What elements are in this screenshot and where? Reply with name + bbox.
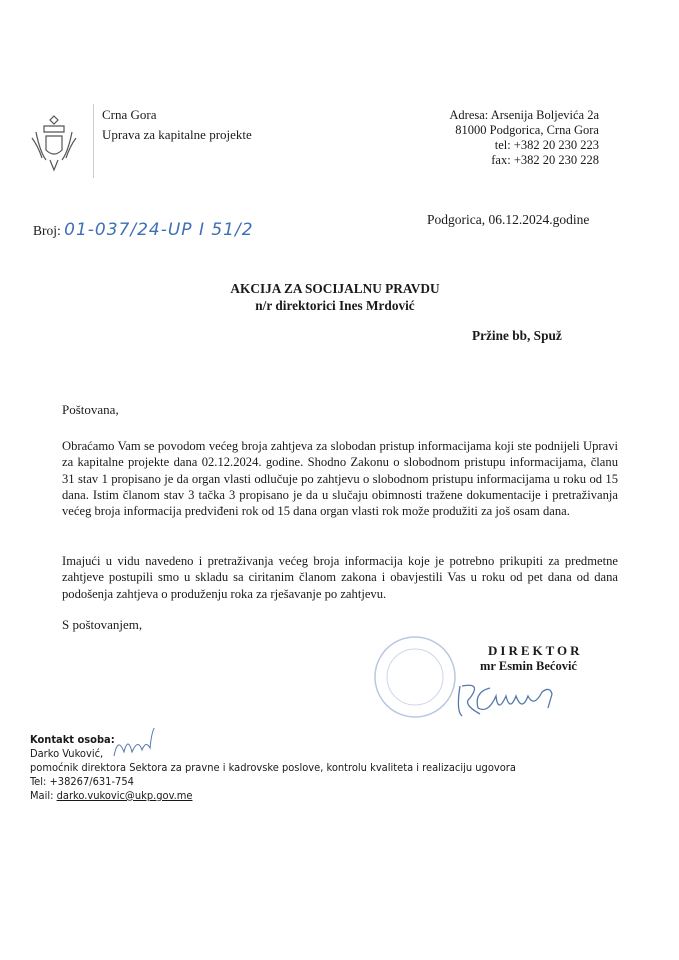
contact-mail <box>30 789 192 803</box>
address-line: 81000 Podgorica, Crna Gora <box>455 123 599 137</box>
contact-label: Kontakt osoba: <box>30 733 115 746</box>
coat-of-arms-logo <box>30 112 78 174</box>
closing: S poštovanjem, <box>62 617 143 632</box>
header-address <box>449 108 599 168</box>
contact-name: Darko Vuković, <box>30 747 104 760</box>
contact-position: pomoćnik direktora Sektora za pravne i kadrovske poslove, kontrolu kvaliteta i realizaciju ugovora <box>30 761 516 774</box>
signatory-title: DIREKTOR <box>488 643 583 658</box>
body-paragraph-1: Obraćamo Vam se povodom većeg broja zahtjeva za slobodan pristup informacijama koji ste podnijeli Upravi za kapitalne projekte dana 02.12.2024. godine. Shodno Zakonu o slobodnom pristupu informacijama, članu 31 stav 1 propisano je da organ vlasti odlučuje po zahtjevu o slobodnom pristupu informacijama u roku od 15 dana. Istim članom stav 3 tačka 3 propisano je da u slučaju obimnosti tražene dokumentacije i pretraživanja većeg broja informacija predviđeni rok od 15 dana organ vlasti rok može produžiti za još osam dana. <box>62 439 618 519</box>
reference-handwritten: 01-037/24-UP I 51/2 <box>64 220 254 240</box>
contact-email-link[interactable]: darko.vukovic@ukp.gov.me <box>56 789 193 802</box>
contact-tel: Tel: +38267/631-754 <box>30 775 134 788</box>
address-line: tel: +382 20 230 223 <box>494 138 599 152</box>
contact-signature <box>110 728 160 760</box>
director-signature <box>450 678 610 720</box>
greeting: Poštovana, <box>62 402 119 417</box>
recipient-block <box>210 280 460 314</box>
recipient-attn: n/r direktorici Ines Mrdović <box>255 298 415 313</box>
body-paragraph-2: Imajući u vidu navedeno i pretraživanja većeg broja informacija koje je potrebno prikupiti za predmetne zahtjeve postupili smo u skladu sa ciritanim članom zakona i obavjestili Vas u roku od pet dana od dana podošenja zahtjeva o produženju roka za rješavanje po zahtjevu. <box>62 554 618 601</box>
reference-number <box>33 220 254 240</box>
place-date: Podgorica, 06.12.2024.godine <box>427 212 590 227</box>
address-line: fax: +382 20 230 228 <box>491 153 599 167</box>
official-stamp <box>370 632 460 722</box>
header-country: Crna Gora <box>102 107 157 122</box>
address-line: Adresa: Arsenija Boljevića 2a <box>449 108 599 122</box>
reference-label: Broj: <box>33 223 61 238</box>
mail-label: Mail: <box>30 789 57 802</box>
header-agency: Uprava za kapitalne projekte <box>102 127 252 142</box>
signatory-name: mr Esmin Bećović <box>480 659 577 673</box>
recipient-org: AKCIJA ZA SOCIJALNU PRAVDU <box>230 281 440 296</box>
header-divider <box>93 104 94 178</box>
recipient-address: Pržine bb, Spuž <box>472 328 562 343</box>
